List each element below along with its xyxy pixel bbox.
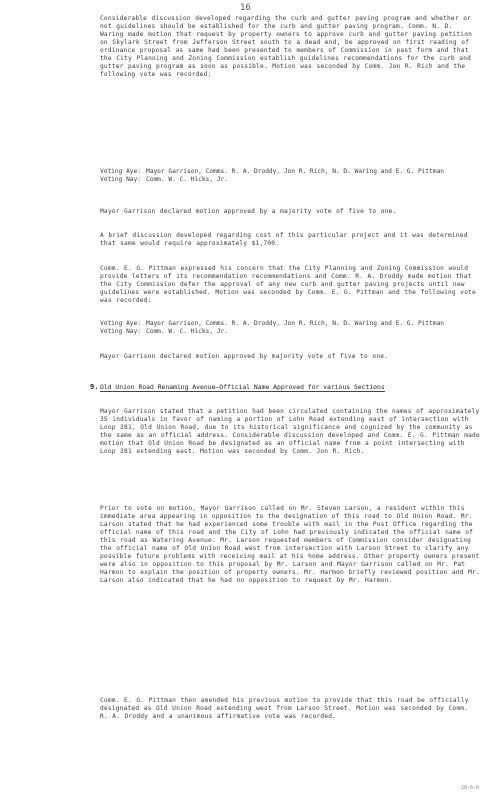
item-number: 9. — [90, 383, 99, 391]
vote-record-2 — [100, 320, 480, 336]
item-title-text: Old Union Road Renaming Avenue—Official Name Approved for various Sections — [100, 383, 385, 391]
paragraph-amended-motion: Comm. E. G. Pittman then amended his previous motion to provide that this road be officially designated as Old Union Road extending west from Larson Street. Motion was seconded by Comm. R. A. Droddy and a unanimous affirmative vote was recorded. — [100, 697, 469, 721]
vote-aye-value: Mayor Garrison, Comms. R. A. Droddy, Jon R. Rich, N. D. Waring and E. G. Pittman — [146, 320, 445, 327]
paragraph-motion-approved-1: Mayor Garrison declared motion approved by a majority vote of five to one. — [100, 208, 397, 215]
paragraph-cost-discussion: A brief discussion developed regarding cost of this particular project and it was determined that same would require approximately $1,700. — [100, 232, 468, 248]
paragraph-larson-opposition: Prior to vote on motion, Mayor Garrison called on Mr. Steven Larson, a resident within this immediate area appearing in opposition to the designation of this road to Old Union Road. Mr. Larson stated that he had experienced some trouble with mail in the Post Office regarding the official name of this road and the City of Lohn had previously indicated the official name of this road as Watering Avenue. Mr. Larson requested members of Commission consider designating the official name of Old Union Road west from intersection with Larson Street to clarify any possible future problems with receiving mail at his home address. Other property owners present were also in opposition to this proposal by Mr. Larson and Mayor Garrison called on Mr. Pat Harmon to explain the position of property owners. Mr. Harmon briefly reviewed position and Mr. Larson also indicated that he had no opposition to request by Mr. Harmon. — [100, 505, 480, 585]
paragraph-motion-approved-2: Mayor Garrison declared motion approved by majority vote of five to one. — [100, 353, 389, 360]
vote-aye-value: Mayor Garrison, Comms. R. A. Droddy, Jon R. Rich, N. D. Waring and E. G. Pittman — [146, 168, 445, 175]
vote-aye-label: Voting Aye: — [100, 168, 141, 175]
vote-nay-value: Comm. W. C. Hicks, Jr. — [146, 328, 228, 336]
paragraph-curb-gutter-discussion: Considerable discussion developed regarding the curb and gutter paving program and whether or not guidelines should be established for the curb and gutter paving program. Comm. N. D. Waring made motion that request by property owners to approve curb and gutter paving petition on Skylark Street from Jefferson Street south to a dead end, be approved on first reading of ordinance proposal as same had been presented to members of Commission in past form and that the City Planning and Zoning Commission establish guidelines recommendations for the curb and gutter paving program as soon as possible. Motion was seconded by Comm. Jon R. Rich and the following vote was recorded: — [100, 15, 473, 79]
vote-nay-label: Voting Nay: — [100, 328, 141, 336]
item-title — [100, 383, 480, 391]
vote-nay-label: Voting Nay: — [100, 176, 141, 184]
vote-aye-label: Voting Aye: — [100, 320, 141, 327]
page-number: 16 — [240, 3, 251, 13]
paragraph-defer-motion: Comm. E. G. Pittman expressed his concern that the City Planning and Zoning Commission would provide letters of its recommendation recommendations and Comm. R. A. Droddy made motion that the City Commission defer the approval of any new curb and gutter paving projects until new guidelines were established. Motion was seconded by Comm. E. G. Pittman and the following vote was recorded: — [100, 265, 476, 305]
footer-code: 20-6-0 — [460, 785, 479, 791]
paragraph-old-union-petition: Mayor Garrison stated that a petition had been circulated containing the names of approximately 35 individuals in favor of naming a portion of Lohn Road extending east of intersection with Loop 281, Old Union Road, due to its historical significance and cognized by the community as the same as an official address. Considerable discussion developed and Comm. E. G. Pittman made motion that Old Union Road be designated as an official name from a point intersecting with Loop 281 extending east. Motion was seconded by Comm. Jon R. Rich. — [100, 408, 480, 456]
vote-record-1 — [100, 168, 480, 184]
vote-nay-value: Comm. W. C. Hicks, Jr. — [146, 176, 228, 184]
